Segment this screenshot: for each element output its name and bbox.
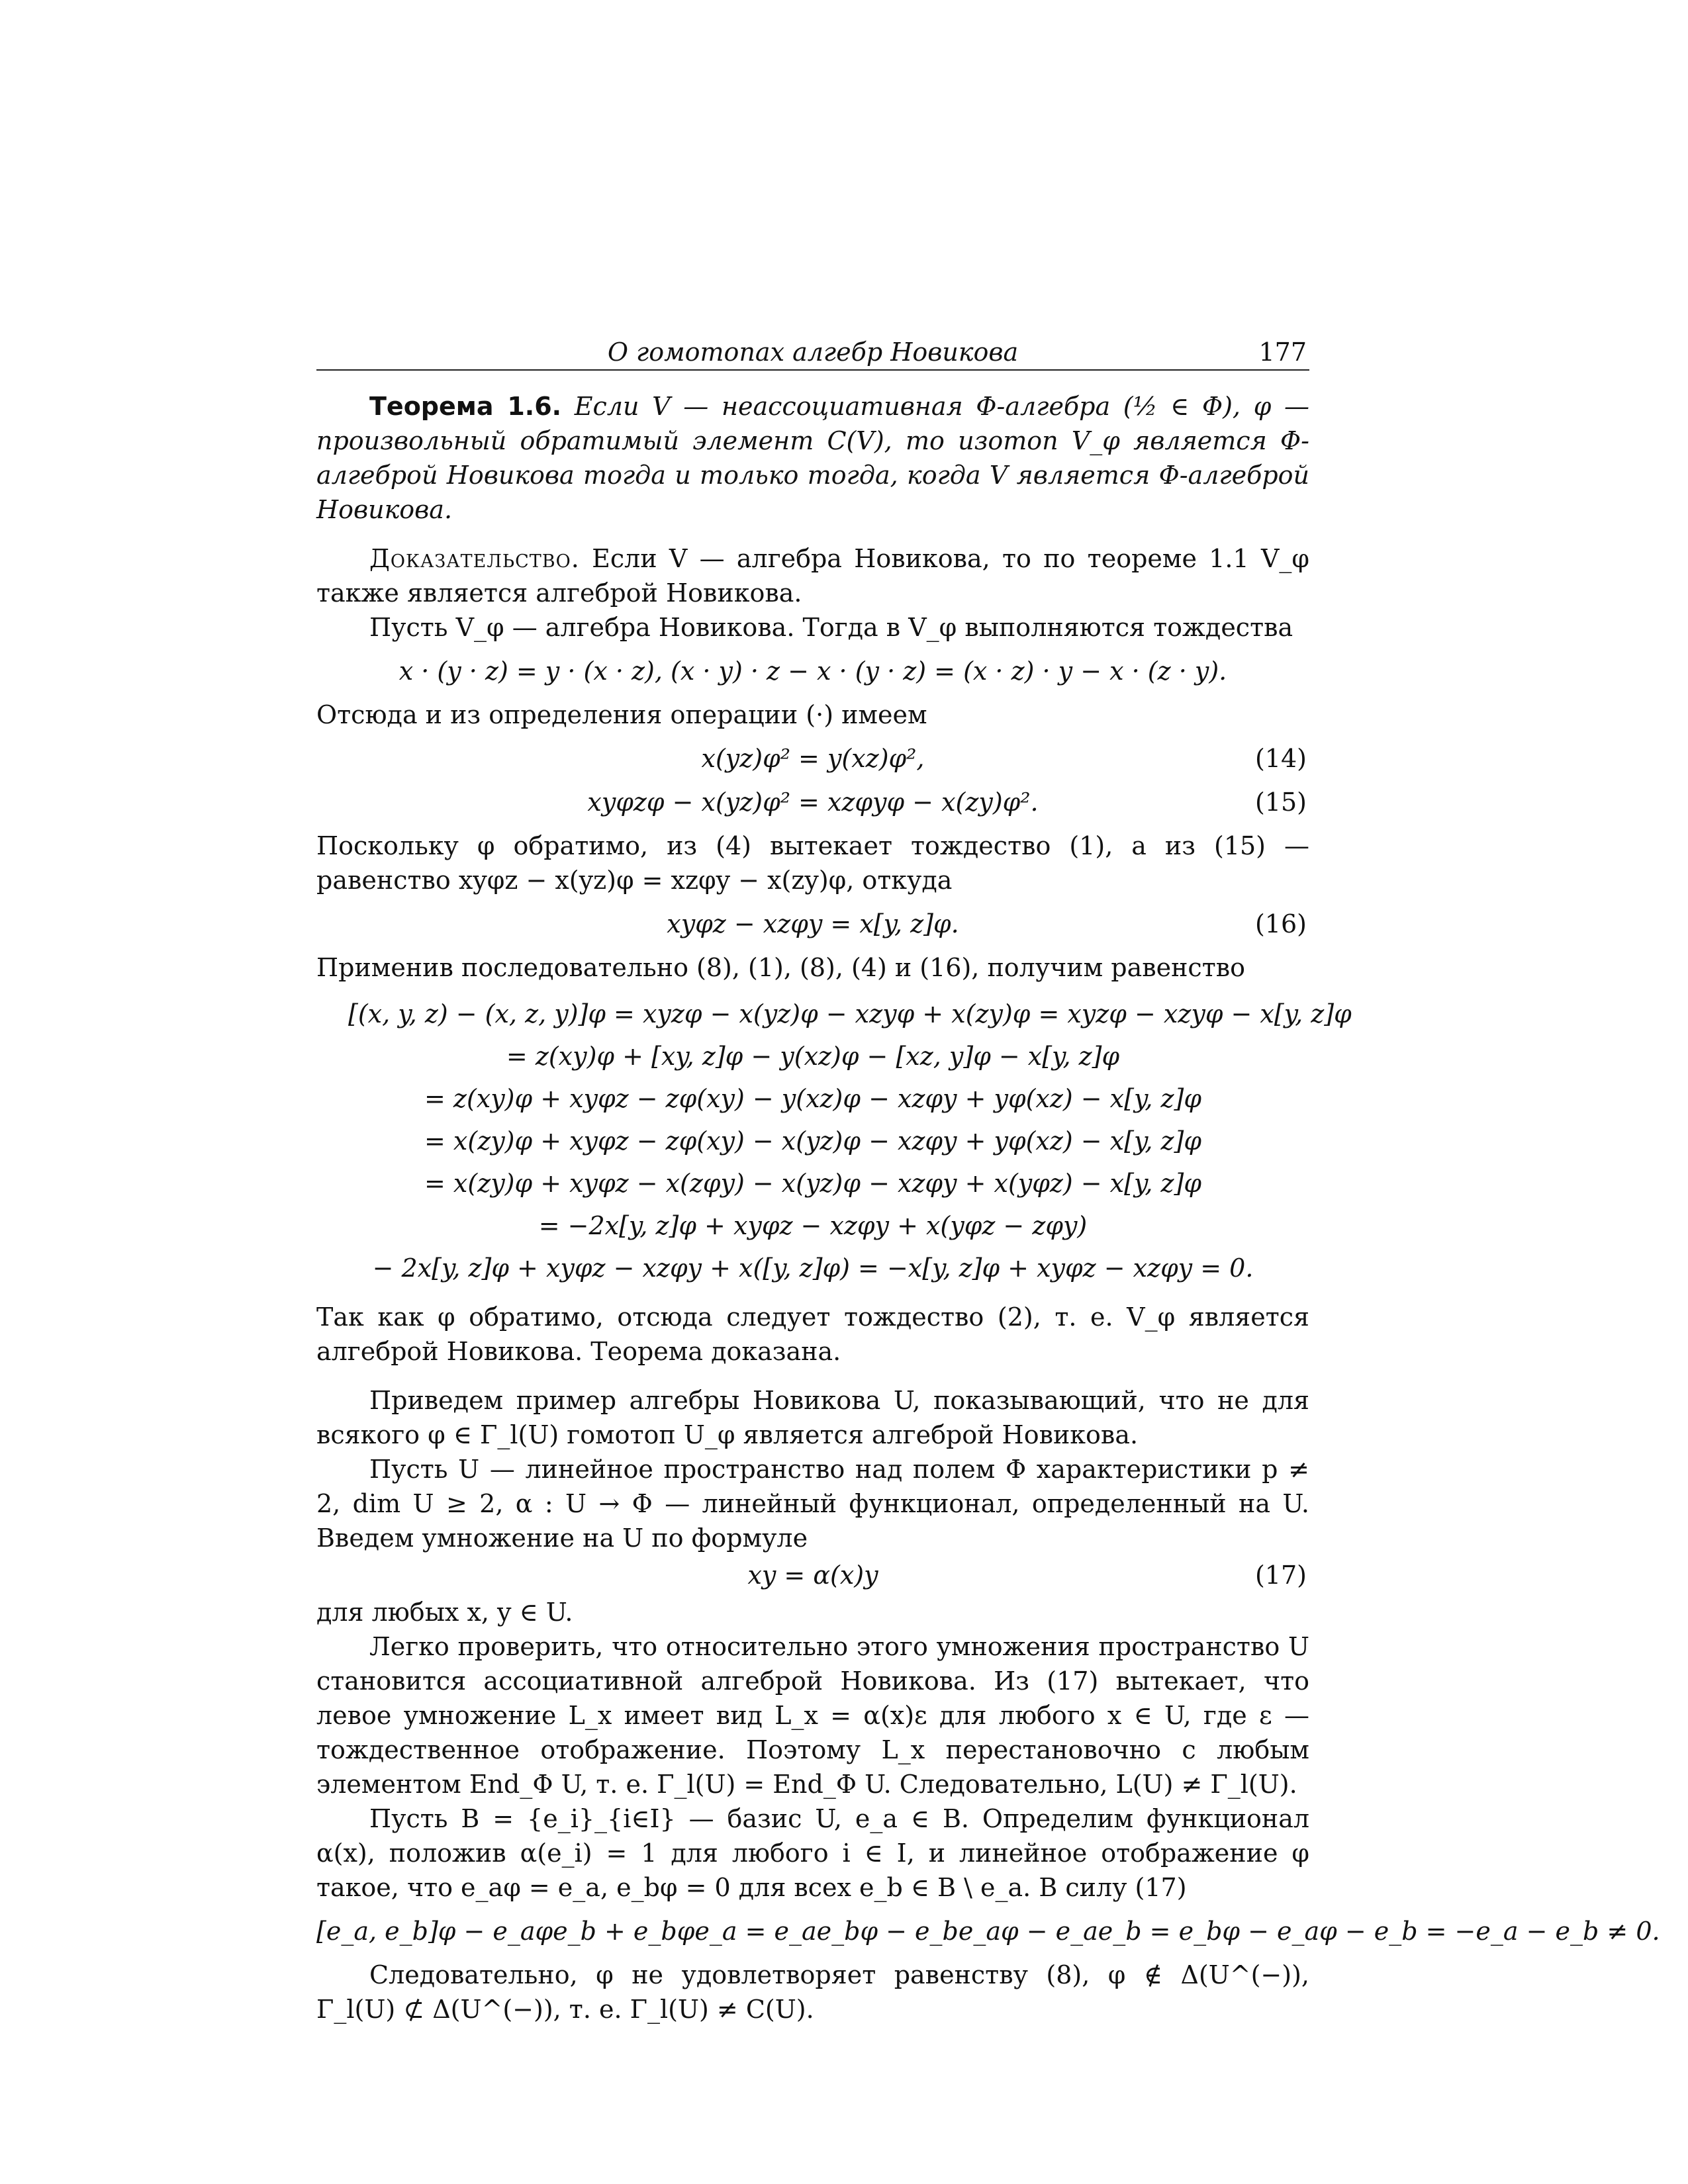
equation-14-tag: (14) — [1254, 744, 1307, 773]
theorem — [316, 389, 1309, 527]
page — [316, 331, 1660, 2026]
chain-line: = x(zy)φ + xyφz − zφ(xy) − x(yz)φ − xzφy + yφ(xz) − x[y, z]φ — [424, 1126, 1201, 1156]
example-paragraph-5: Пусть B = {e_i}_{i∈I} — базис U, e_a ∈ B. Определим функционал α(x), положив α(e_i) = 1 для любого i ∈ I, и линейное отображение φ такое, что e_aφ = e_a, e_bφ = 0 для всех e_b ∈ B \ e_a. В силу (17) — [316, 1804, 1309, 1902]
identities-formula: x · (y · z) = y · (x · z), (x · y) · z − x · (y · z) = (x · z) · y − x · (z · y). — [399, 657, 1227, 686]
equation-17-tag: (17) — [1254, 1561, 1307, 1590]
example-paragraph-3: для любых x, y ∈ U. — [316, 1598, 573, 1627]
proof-text-1: Если V — алгебра Новикова, то по теореме 1.1 V_φ также является алгеброй Новикова. — [316, 544, 1309, 608]
chain-line: = −2x[y, z]φ + xyφz − xzφy + x(yφz − zφy) — [538, 1211, 1088, 1240]
running-header — [316, 331, 1309, 371]
equation-chain — [316, 993, 1352, 1289]
header-title: О гомотопах алгебр Новикова — [607, 338, 1019, 367]
equation-17 — [316, 1558, 1309, 1592]
chain-line: − 2x[y, z]φ + xyφz − xzφy + x([y, z]φ) = −x[y, z]φ + xyφz − xzφy = 0. — [372, 1253, 1254, 1283]
proof-label: Доказательство. — [369, 544, 580, 573]
proof-paragraph-4: Поскольку φ обратимо, из (4) вытекает тождество (1), а из (15) — равенство xyφz − x(yz)φ = xzφy − x(zy)φ, откуда — [316, 831, 1309, 895]
chain-line: = x(zy)φ + xyφz − x(zφy) − x(yz)φ − xzφy + x(yφz) − x[y, z]φ — [424, 1169, 1201, 1198]
equation-14-formula: x(yz)φ² = y(xz)φ², — [701, 744, 925, 773]
page-number: 177 — [1258, 338, 1307, 367]
equation-15-tag: (15) — [1254, 788, 1307, 817]
theorem-label: Теорема 1.6. — [369, 392, 562, 421]
proof-paragraph-6: Так как φ обратимо, отсюда следует тождество (2), т. е. V_φ является алгеброй Новикова. Теорема доказана. — [316, 1302, 1309, 1366]
proof-paragraph-2: Пусть V_φ — алгебра Новикова. Тогда в V_φ выполняются тождества — [369, 613, 1293, 642]
equation-16 — [316, 907, 1309, 941]
example-paragraph-6: Следовательно, φ не удовлетворяет равенству (8), φ ∉ Δ(U^(−)), Γ_l(U) ⊄ Δ(U^(−)), т. е. Γ_l(U) ≠ C(U). — [316, 1960, 1309, 2024]
chain-line: [(x, y, z) − (x, z, y)]φ = xyzφ − x(yz)φ − xzyφ + x(zy)φ = xyzφ − xzyφ − x[y, z]φ — [348, 999, 1352, 1028]
final-equation — [316, 1914, 1660, 1948]
chain-line: = z(xy)φ + [xy, z]φ − y(xz)φ − [xz, y]φ − x[y, z]φ — [506, 1042, 1120, 1071]
theorem-text: Если V — неассоциативная Φ-алгебра (½ ∈ Φ), φ — произвольный обратимый элемент C(V), то изотоп V_φ является Φ-алгеброй Новикова тогда и только тогда, когда V является Φ-алгеброй Новикова. — [316, 392, 1309, 524]
example-paragraph-4: Легко проверить, что относительно этого умножения пространство U становится ассоциативной алгеброй Новикова. Из (17) вытекает, что левое умножение L_x имеет вид L_x = α(x)ε для любого x ∈ U, где ε — тождественное отображение. Поэтому L_x перестановочно с любым элементом End_Φ U, т. е. Γ_l(U) = End_Φ U. Следовательно, L(U) ≠ Γ_l(U). — [316, 1632, 1309, 1799]
proof-paragraph-3: Отсюда и из определения операции (·) имеем — [316, 700, 927, 729]
equation-15-formula: xyφzφ − x(yz)φ² = xzφyφ − x(zy)φ². — [587, 788, 1039, 817]
final-equation-formula: [e_a, e_b]φ − e_aφe_b + e_bφe_a = e_ae_bφ − e_be_aφ − e_ae_b = e_bφ − e_aφ − e_b = −e_a − e_b ≠ 0. — [316, 1917, 1660, 1946]
equation-16-tag: (16) — [1254, 909, 1307, 938]
equation-14 — [316, 741, 1309, 776]
equation-15 — [316, 785, 1309, 819]
example-paragraph-2: Пусть U — линейное пространство над полем Φ характеристики p ≠ 2, dim U ≥ 2, α : U → Φ — линейный функционал, определенный на U. Введем умножение на U по формуле — [316, 1455, 1309, 1553]
equation-17-formula: xy = α(x)y — [747, 1561, 878, 1590]
proof-paragraph-1 — [316, 541, 1309, 610]
equation-16-formula: xyφz − xzφy = x[y, z]φ. — [667, 909, 959, 938]
example-paragraph-1: Приведем пример алгебры Новикова U, показывающий, что не для всякого φ ∈ Γ_l(U) гомотоп U_φ является алгеброй Новикова. — [316, 1386, 1309, 1449]
proof-paragraph-5: Применив последовательно (8), (1), (8), (4) и (16), получим равенство — [316, 953, 1246, 982]
identities-equation — [316, 654, 1309, 688]
chain-line: = z(xy)φ + xyφz − zφ(xy) − y(xz)φ − xzφy + yφ(xz) − x[y, z]φ — [424, 1084, 1201, 1113]
